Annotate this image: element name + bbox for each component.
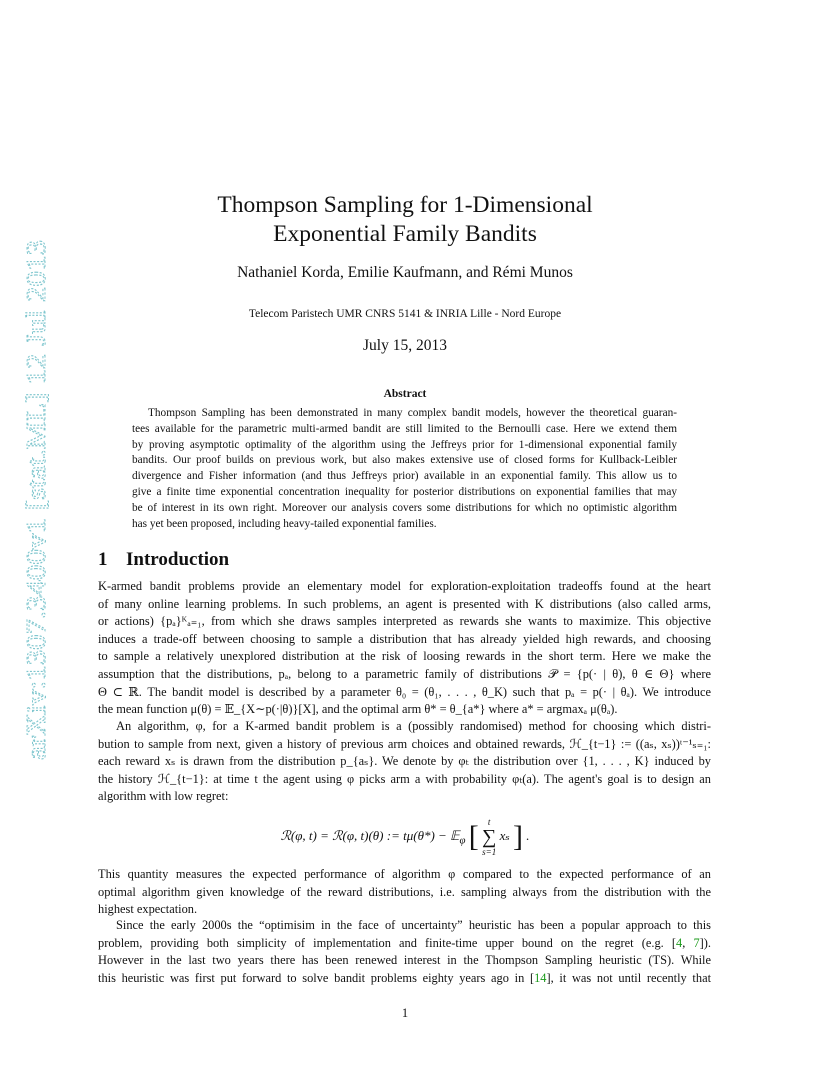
text-line: of many online learning problems. In such problems, an agent is presented with K distributions (also called arms,	[98, 596, 711, 611]
text-fragment: ,	[682, 935, 694, 950]
arxiv-watermark	[18, 240, 54, 760]
summation	[482, 817, 496, 857]
text-line: This quantity measures the expected performance of algorithm φ compared to the expected performance of an	[98, 867, 711, 881]
equation-end: .	[526, 827, 530, 843]
sum-lower-limit: s=1	[482, 847, 497, 857]
paragraph-2	[98, 718, 711, 806]
arxiv-watermark-svg	[18, 240, 54, 760]
text-line: algorithm with low regret:	[98, 789, 229, 804]
regret-equation	[100, 817, 710, 861]
abstract-line: tees available for the parametric multi-armed bandit are still limited to the Bernoulli case. Here we extend them	[132, 422, 677, 435]
expectation-subscript: φ	[459, 834, 466, 847]
affiliation: Telecom Paristech UMR CNRS 5141 & INRIA Lille - Nord Europe	[248, 308, 562, 320]
summand: xₛ	[499, 827, 510, 843]
date: July 15, 2013	[363, 337, 447, 354]
arxiv-id: arXiv:1307.3400v1 [stat.ML] 12 Jul 2013	[21, 307, 51, 760]
text-line: the mean function μ(θ) = 𝔼_{X∼p(·|θ)}[X], and the optimal arm θ* = θ_{a*} where a* = argmaxₐ μ(θₐ).	[98, 702, 618, 717]
text-line: K-armed bandit problems provide an elementary model for exploration-exploitation tradeoffs found at the heart	[98, 579, 711, 593]
abstract-line: be of interest in its own right. Moreover our analysis covers some distributions for which no optimistic algorithm	[132, 501, 677, 514]
text-line: Θ ⊂ ℝ. The bandit model is described by a parameter θ₀ = (θ₁, . . . , θ_K) such that pₐ = p(· | θₐ). We introduce	[98, 684, 711, 699]
text-line: to sample a relatively unexplored distribution at the risk of loosing rewards in the short term. Here we make the	[98, 649, 711, 664]
citation-link[interactable]: 4	[676, 935, 683, 950]
abstract	[132, 406, 677, 532]
authors: Nathaniel Korda, Emilie Kaufmann, and Rémi Munos	[237, 264, 573, 281]
section-title: Introduction	[126, 549, 230, 570]
text-fragment: problem, providing both simplicity of implementation and finite-time upper bound on the regret (e.g. [	[98, 935, 676, 950]
text-line: Since the early 2000s the “optimisim in the face of uncertainty” heuristic has been a popular approach to this	[116, 918, 711, 932]
equation-body	[281, 817, 530, 857]
text-fragment: ], it was not until recently that	[546, 970, 712, 985]
sum-upper-limit: t	[487, 817, 491, 827]
text-fragment: ]).	[699, 935, 711, 950]
abstract-line: has yet been proposed, including heavy-tailed exponential families.	[132, 517, 437, 530]
citation-link[interactable]: 7	[693, 935, 700, 950]
text-line: optimal algorithm given knowledge of the reward distributions, i.e. sampling always from the distribution with the	[98, 884, 711, 899]
text-line: each reward xₛ is drawn from the distribution p_{aₛ}. We denote by φₜ the distribution over {1, . . . , K} induced by	[98, 754, 711, 769]
abstract-heading: Abstract	[383, 388, 427, 400]
abstract-line: Thompson Sampling has been demonstrated in many complex bandit models, however the theoretical guaran-	[148, 407, 677, 419]
abstract-line: by proving asymptotic optimality of the algorithm using the Jeffreys prior for 1-dimensional exponential family	[132, 438, 677, 451]
text-line	[98, 970, 711, 988]
text-line: bution to sample from next, given a history of previous arm choices and obtained rewards, ℋ_{t−1} := ((aₛ, xₛ))ᵗ⁻¹ₛ₌₁:	[98, 736, 711, 751]
text-line: However in the last two years there has been renewed interest in the Thompson Sampling heuristic (TS). While	[98, 953, 711, 968]
paragraph-4	[98, 917, 711, 987]
text-line: the history ℋ_{t−1}: at time t the agent using φ picks arm a with probability φₜ(a). The agent's goal is to design an	[98, 771, 711, 786]
text-line: assumption that the distributions, pₐ, belong to a parametric family of distributions 𝒫 = {p(· | θ), θ ∈ Θ} where	[98, 666, 711, 681]
text-fragment: this heuristic was first put forward to solve bandit problems eighty years ago in [	[98, 970, 535, 985]
equation-lhs: ℛ(φ, t) = ℛ(φ, t)(θ) := tμ(θ*) − 𝔼	[280, 827, 460, 843]
text-line: An algorithm, φ, for a K-armed bandit problem is a (possibly randomised) method for choosing which distri-	[116, 719, 711, 733]
abstract-line: bandits. Our proof builds on previous work, but also makes extensive use of closed forms for Kullback-Leibler	[132, 454, 677, 467]
title-line: Thompson Sampling for 1-Dimensional	[217, 192, 593, 218]
section-heading	[98, 549, 229, 571]
paragraph-3	[98, 866, 711, 919]
section-number: 1	[98, 549, 108, 570]
paper-title	[100, 191, 710, 249]
sum-symbol: ∑	[482, 826, 497, 848]
abstract-line: divergence and Fisher information (and thus Jeffreys prior) available in an exponential family. This allow us to	[132, 470, 677, 483]
title-line: Exponential Family Bandits	[273, 221, 537, 247]
left-bracket: [	[468, 820, 479, 853]
right-bracket: ]	[512, 820, 523, 853]
text-line: highest expectation.	[98, 902, 198, 917]
text-line	[98, 935, 711, 953]
citation-link[interactable]: 14	[534, 970, 547, 985]
page-number: 1	[401, 1006, 409, 1020]
text-line: or actions) {pₐ}ᴷₐ₌₁, from which she draws samples interpreted as rewards she wants to maximize. This objective	[98, 614, 711, 629]
text-line: induces a trade-off between choosing to sample a distribution that has already yielded high rewards, and choosing	[98, 631, 711, 646]
paragraph-1	[98, 578, 711, 719]
abstract-line: give a finite time exponential concentration inequality for posterior distributions on exponential families that may	[132, 485, 677, 498]
